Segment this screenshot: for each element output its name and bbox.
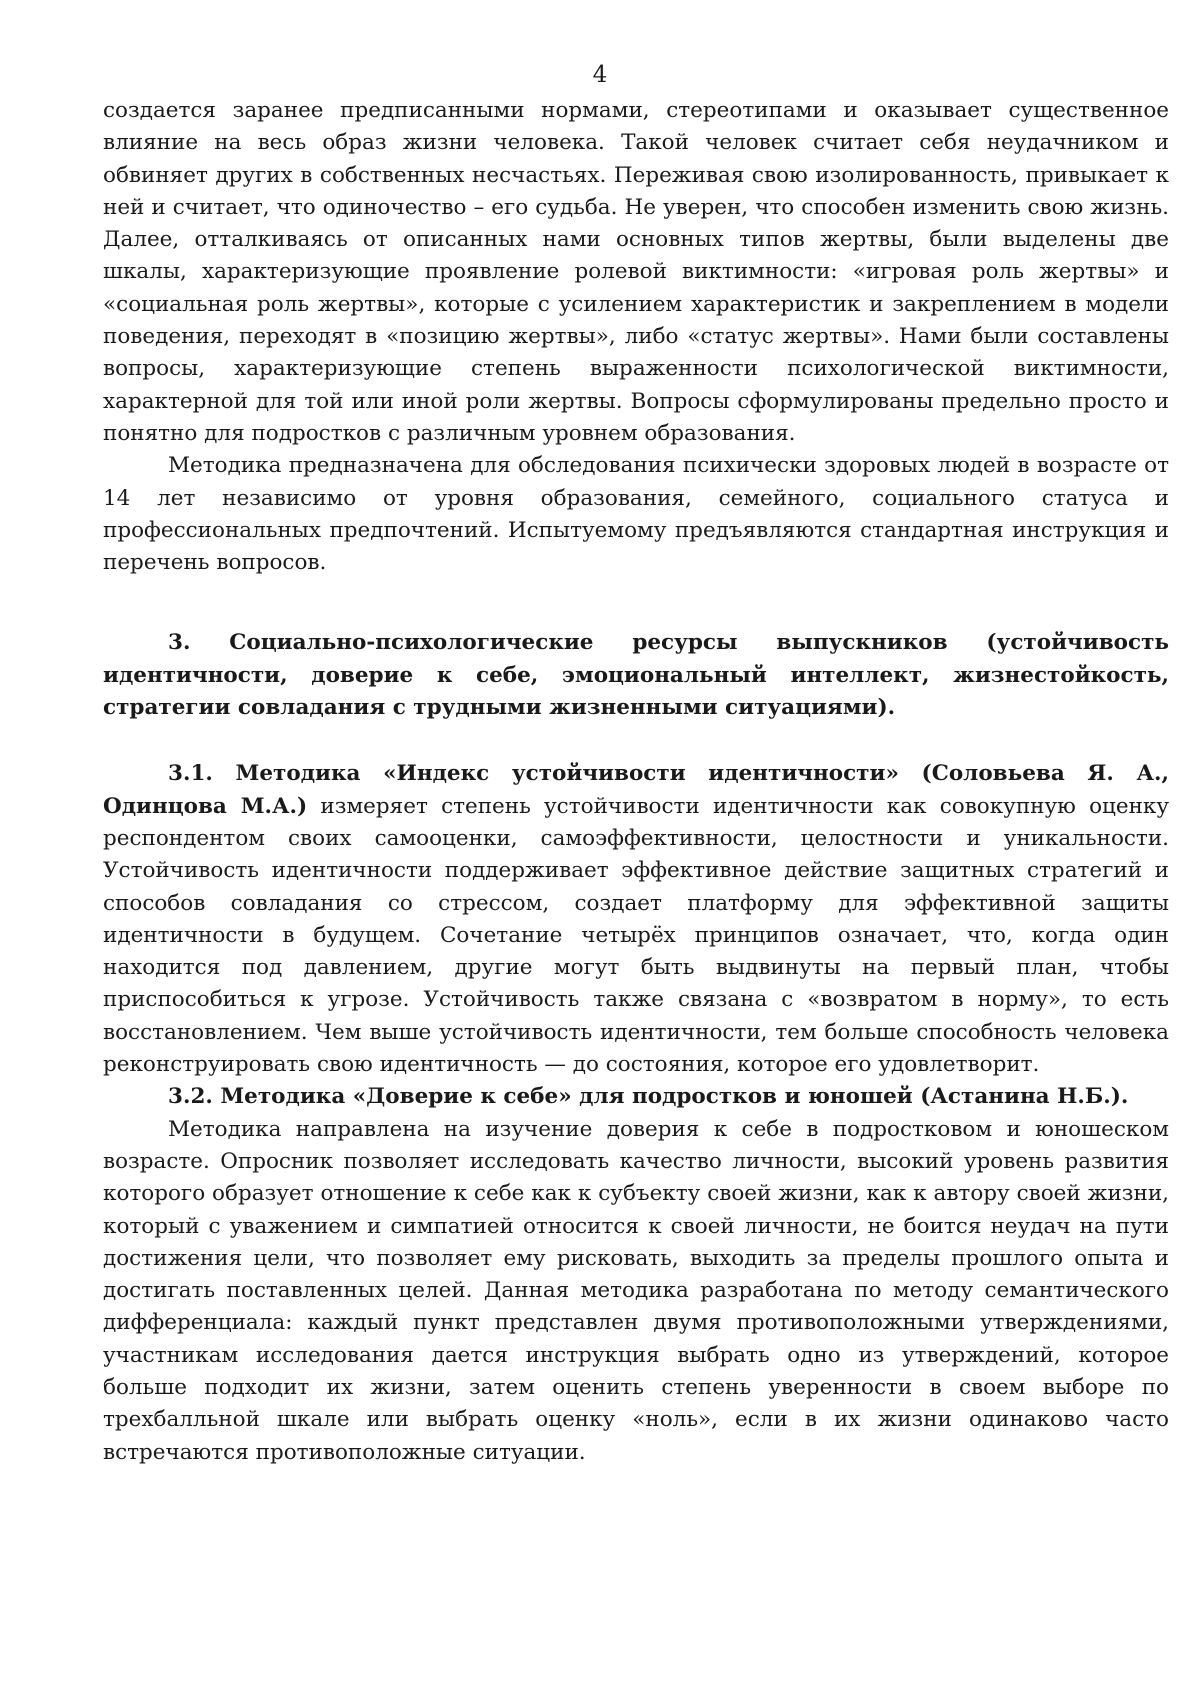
subsection-3-1 — [103, 758, 1169, 1081]
subsection-3-1-title: 3.1. Методика «Индекс устойчивости идентичности» (Соловьева Я. А., Одинцова М.А.) — [103, 761, 1169, 819]
paragraph-continuation: создается заранее предписанными нормами, стереотипами и оказывает существенное влияние на весь образ жизни человека. Такой человек считает себя неудачником и обвиняет других в собственных несчастьях. Переживая свою изолированность, привыкает к ней и считает, что одиночество – его судьба. Не уверен, что способен изменить свою жизнь. Далее, отталкиваясь от описанных нами основных типов жертвы, были выделены две шкалы, характеризующие проявление ролевой виктимности: «игровая роль жертвы» и «социальная роль жертвы», которые с усилением характеристик и закреплением в модели поведения, переходят в «позицию жертвы», либо «статус жертвы». Нами были составлены вопросы, характеризующие степень выраженности психологической виктимности, характерной для той или иной роли жертвы. Вопросы сформулированы предельно просто и понятно для подростков с различным уровнем образования. — [103, 98, 1169, 446]
spacer — [103, 579, 1169, 627]
subsection-3-2-body: Методика направлена на изучение доверия к себе в подростковом и юношеском возрасте. Опросник позволяет исследовать качество личности, высокий уровень развития которого образует отношение к себе как к субъекту своей жизни, как к автору своей жизни, который с уважением и симпатией относится к своей личности, не боится неудач на пути достижения цели, что позволяет ему рисковать, выходить за пределы прошлого опыта и достигать поставленных целей. Данная методика разработана по методу семантического дифференциала: каждый пункт представлен двумя противоположными утверждениями, участникам исследования дается инструкция выбрать одно из утверждений, которое больше подходит их жизни, затем оценить степень уверенности в своем выборе по трехбалльной шкале или выбрать оценку «ноль», если в их жизни одинаково часто встречаются противоположные ситуации. — [103, 1116, 1169, 1465]
page-number: 4 — [592, 62, 608, 88]
document-body — [103, 95, 1169, 1469]
section-3-heading: 3. Социально-психологические ресурсы выпускников (устойчивость идентичности, доверие к себе, эмоциональный интеллект, жизнестойкость, стратегии совладания с трудными жизненными ситуациями). — [103, 630, 1169, 721]
subsection-3-2-heading: 3.2. Методика «Доверие к себе» для подростков и юношей (Астанина Н.Б.). — [168, 1084, 1129, 1110]
spacer — [103, 724, 1169, 758]
paragraph-method-purpose: Методика предназначена для обследования психически здоровых людей в возрасте от 14 лет независимо от уровня образования, семейного, социального статуса и профессиональных предпочтений. Испытуемому предъявляются стандартная инструкция и перечень вопросов. — [103, 453, 1169, 576]
subsection-3-1-body: измеряет степень устойчивости идентичности как совокупную оценку респондентом своих самооценки, самоэффективности, целостности и уникальности. Устойчивость идентичности поддерживает эффективное действие защитных стратегий и способов совладания со стрессом, создает платформу для эффективной защиты идентичности в будущем. Сочетание четырёх принципов означает, что, когда один находится под давлением, другие могут быть выдвинуты на первый план, чтобы приспособиться к угрозе. Устойчивость также связана с «возвратом в норму», то есть восстановлением. Чем выше устойчивость идентичности, тем больше способность человека реконструировать свою идентичность — до состояния, которое его удовлетворит. — [103, 793, 1169, 1078]
